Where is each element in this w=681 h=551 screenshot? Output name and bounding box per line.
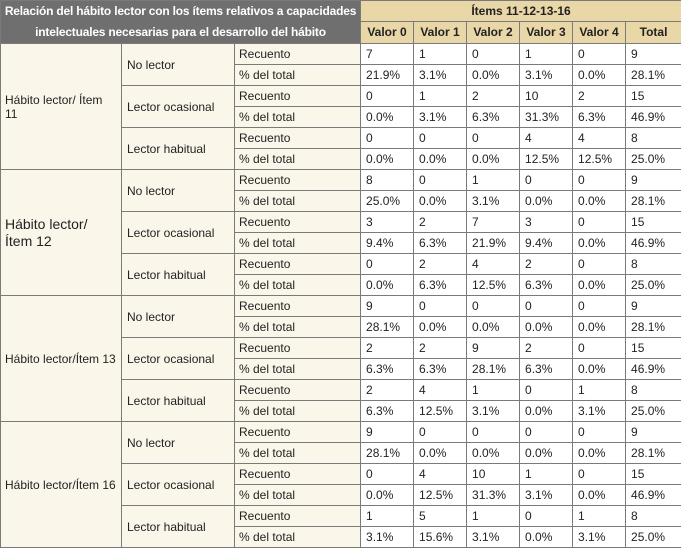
value-cell: 10 [467, 464, 520, 485]
category-label: Lector ocasional [122, 86, 235, 128]
value-cell: 0 [573, 338, 626, 359]
row-type-label: Recuento [235, 86, 361, 107]
value-cell: 2 [361, 338, 414, 359]
value-cell: 0.0% [520, 317, 573, 338]
value-cell: 28.1% [361, 443, 414, 464]
value-cell: 0.0% [573, 485, 626, 506]
value-cell: 0.0% [573, 275, 626, 296]
value-cell: 0.0% [467, 65, 520, 86]
table-row [1, 170, 681, 191]
value-cell: 28.1% [626, 191, 681, 212]
row-type-label: % del total [235, 485, 361, 506]
category-label: No lector [122, 296, 235, 338]
group-label: Hábito lector/ Ítem 11 [1, 44, 122, 170]
value-cell: 12.5% [414, 401, 467, 422]
category-label: Lector habitual [122, 128, 235, 170]
value-cell: 8 [626, 254, 681, 275]
value-cell: 3.1% [361, 527, 414, 548]
value-cell: 0.0% [467, 443, 520, 464]
row-type-label: Recuento [235, 380, 361, 401]
value-cell: 1 [467, 506, 520, 527]
value-cell: 0 [467, 296, 520, 317]
value-cell: 0 [467, 422, 520, 443]
value-cell: 9.4% [520, 233, 573, 254]
value-cell: 6.3% [573, 107, 626, 128]
value-cell: 1 [520, 464, 573, 485]
value-cell: 2 [361, 380, 414, 401]
value-cell: 15.6% [414, 527, 467, 548]
value-cell: 31.3% [520, 107, 573, 128]
category-label: Lector habitual [122, 506, 235, 548]
value-cell: 0.0% [573, 443, 626, 464]
value-cell: 0.0% [414, 443, 467, 464]
value-cell: 0.0% [361, 275, 414, 296]
value-cell: 46.9% [626, 485, 681, 506]
column-header-valor-0: Valor 0 [361, 21, 414, 43]
value-cell: 15 [626, 464, 681, 485]
row-type-label: Recuento [235, 506, 361, 527]
value-cell: 0.0% [573, 317, 626, 338]
value-cell: 2 [414, 338, 467, 359]
value-cell: 0.0% [573, 65, 626, 86]
value-cell: 7 [467, 212, 520, 233]
value-cell: 9 [467, 338, 520, 359]
value-cell: 0 [414, 128, 467, 149]
category-label: No lector [122, 170, 235, 212]
value-cell: 1 [467, 170, 520, 191]
value-cell: 3 [520, 212, 573, 233]
items-header: Ítems 11-12-13-16 [361, 1, 681, 22]
value-cell: 3.1% [414, 107, 467, 128]
column-header-total: Total [626, 21, 681, 43]
value-cell: 6.3% [467, 107, 520, 128]
value-cell: 12.5% [573, 149, 626, 170]
value-cell: 0.0% [573, 359, 626, 380]
value-cell: 25.0% [626, 275, 681, 296]
value-cell: 3.1% [573, 527, 626, 548]
value-cell: 6.3% [414, 359, 467, 380]
row-type-label: % del total [235, 149, 361, 170]
value-cell: 25.0% [626, 149, 681, 170]
row-type-label: Recuento [235, 296, 361, 317]
value-cell: 0 [520, 422, 573, 443]
row-type-label: % del total [235, 317, 361, 338]
row-type-label: % del total [235, 233, 361, 254]
value-cell: 12.5% [520, 149, 573, 170]
value-cell: 0.0% [361, 149, 414, 170]
value-cell: 0 [573, 464, 626, 485]
value-cell: 28.1% [467, 359, 520, 380]
value-cell: 0 [467, 128, 520, 149]
value-cell: 0 [573, 170, 626, 191]
value-cell: 9 [626, 170, 681, 191]
value-cell: 0 [414, 296, 467, 317]
value-cell: 6.3% [414, 233, 467, 254]
category-label: Lector ocasional [122, 212, 235, 254]
value-cell: 31.3% [467, 485, 520, 506]
value-cell: 8 [361, 170, 414, 191]
value-cell: 5 [414, 506, 467, 527]
value-cell: 8 [626, 380, 681, 401]
value-cell: 0 [573, 44, 626, 65]
value-cell: 0 [520, 170, 573, 191]
row-type-label: Recuento [235, 254, 361, 275]
category-label: Lector ocasional [122, 338, 235, 380]
value-cell: 2 [467, 86, 520, 107]
value-cell: 3.1% [520, 485, 573, 506]
value-cell: 1 [467, 380, 520, 401]
value-cell: 0.0% [573, 233, 626, 254]
value-cell: 9 [626, 296, 681, 317]
row-type-label: % del total [235, 401, 361, 422]
value-cell: 1 [361, 506, 414, 527]
value-cell: 2 [520, 338, 573, 359]
table-row [1, 422, 681, 443]
column-header-valor-4: Valor 4 [573, 21, 626, 43]
value-cell: 3.1% [467, 527, 520, 548]
row-type-label: Recuento [235, 464, 361, 485]
value-cell: 0 [361, 128, 414, 149]
value-cell: 2 [573, 86, 626, 107]
row-type-label: Recuento [235, 128, 361, 149]
value-cell: 1 [414, 44, 467, 65]
value-cell: 12.5% [414, 485, 467, 506]
row-type-label: % del total [235, 275, 361, 296]
value-cell: 0 [520, 380, 573, 401]
value-cell: 8 [626, 128, 681, 149]
value-cell: 25.0% [361, 191, 414, 212]
value-cell: 1 [414, 86, 467, 107]
table-title: Relación del hábito lector con los ítems relativos a capacidades intelectuales necesarias para el desarrollo del hábito [1, 1, 361, 44]
value-cell: 0 [573, 296, 626, 317]
row-type-label: % del total [235, 191, 361, 212]
value-cell: 1 [573, 506, 626, 527]
value-cell: 3.1% [520, 65, 573, 86]
value-cell: 2 [520, 254, 573, 275]
value-cell: 3 [361, 212, 414, 233]
value-cell: 0 [467, 44, 520, 65]
value-cell: 6.3% [520, 275, 573, 296]
category-label: Lector habitual [122, 380, 235, 422]
value-cell: 9 [361, 422, 414, 443]
value-cell: 4 [467, 254, 520, 275]
value-cell: 0 [414, 170, 467, 191]
value-cell: 0 [573, 422, 626, 443]
category-label: No lector [122, 422, 235, 464]
group-label: Hábito lector/Ítem 13 [1, 296, 122, 422]
value-cell: 28.1% [361, 317, 414, 338]
value-cell: 7 [361, 44, 414, 65]
value-cell: 0.0% [520, 401, 573, 422]
value-cell: 3.1% [467, 401, 520, 422]
value-cell: 2 [414, 212, 467, 233]
value-cell: 0 [361, 254, 414, 275]
value-cell: 4 [414, 464, 467, 485]
value-cell: 1 [520, 44, 573, 65]
row-type-label: % del total [235, 107, 361, 128]
value-cell: 28.1% [626, 443, 681, 464]
value-cell: 0 [520, 506, 573, 527]
value-cell: 0.0% [414, 191, 467, 212]
value-cell: 0.0% [520, 443, 573, 464]
value-cell: 6.3% [361, 401, 414, 422]
row-type-label: Recuento [235, 212, 361, 233]
value-cell: 4 [520, 128, 573, 149]
value-cell: 21.9% [361, 65, 414, 86]
value-cell: 0.0% [414, 317, 467, 338]
value-cell: 0 [361, 464, 414, 485]
value-cell: 0.0% [361, 485, 414, 506]
row-type-label: % del total [235, 527, 361, 548]
value-cell: 12.5% [467, 275, 520, 296]
value-cell: 8 [626, 506, 681, 527]
value-cell: 0 [573, 212, 626, 233]
value-cell: 25.0% [626, 401, 681, 422]
value-cell: 0.0% [573, 191, 626, 212]
value-cell: 6.3% [361, 359, 414, 380]
row-type-label: Recuento [235, 338, 361, 359]
value-cell: 0 [573, 254, 626, 275]
column-header-valor-1: Valor 1 [414, 21, 467, 43]
value-cell: 3.1% [467, 191, 520, 212]
value-cell: 15 [626, 338, 681, 359]
value-cell: 9 [626, 44, 681, 65]
value-cell: 0.0% [467, 149, 520, 170]
value-cell: 2 [414, 254, 467, 275]
value-cell: 4 [573, 128, 626, 149]
value-cell: 0 [414, 422, 467, 443]
value-cell: 46.9% [626, 233, 681, 254]
value-cell: 46.9% [626, 359, 681, 380]
value-cell: 1 [573, 380, 626, 401]
row-type-label: % del total [235, 65, 361, 86]
row-type-label: Recuento [235, 170, 361, 191]
value-cell: 9 [361, 296, 414, 317]
value-cell: 0.0% [520, 191, 573, 212]
row-type-label: Recuento [235, 422, 361, 443]
value-cell: 10 [520, 86, 573, 107]
value-cell: 21.9% [467, 233, 520, 254]
value-cell: 6.3% [520, 359, 573, 380]
value-cell: 15 [626, 212, 681, 233]
value-cell: 6.3% [414, 275, 467, 296]
category-label: Lector ocasional [122, 464, 235, 506]
value-cell: 0 [520, 296, 573, 317]
value-cell: 25.0% [626, 527, 681, 548]
group-label: Hábito lector/ Ítem 12 [1, 170, 122, 296]
value-cell: 28.1% [626, 65, 681, 86]
value-cell: 0 [361, 86, 414, 107]
category-label: No lector [122, 44, 235, 86]
table-row [1, 44, 681, 65]
table-row [1, 296, 681, 317]
value-cell: 0.0% [414, 149, 467, 170]
value-cell: 46.9% [626, 107, 681, 128]
value-cell: 9.4% [361, 233, 414, 254]
value-cell: 0.0% [361, 107, 414, 128]
column-header-valor-2: Valor 2 [467, 21, 520, 43]
column-header-valor-3: Valor 3 [520, 21, 573, 43]
value-cell: 3.1% [573, 401, 626, 422]
row-type-label: % del total [235, 359, 361, 380]
value-cell: 4 [414, 380, 467, 401]
category-label: Lector habitual [122, 254, 235, 296]
value-cell: 0.0% [467, 317, 520, 338]
value-cell: 9 [626, 422, 681, 443]
value-cell: 3.1% [414, 65, 467, 86]
group-label: Hábito lector/Ítem 16 [1, 422, 122, 548]
row-type-label: Recuento [235, 44, 361, 65]
value-cell: 28.1% [626, 317, 681, 338]
value-cell: 15 [626, 86, 681, 107]
row-type-label: % del total [235, 443, 361, 464]
value-cell: 0.0% [520, 527, 573, 548]
